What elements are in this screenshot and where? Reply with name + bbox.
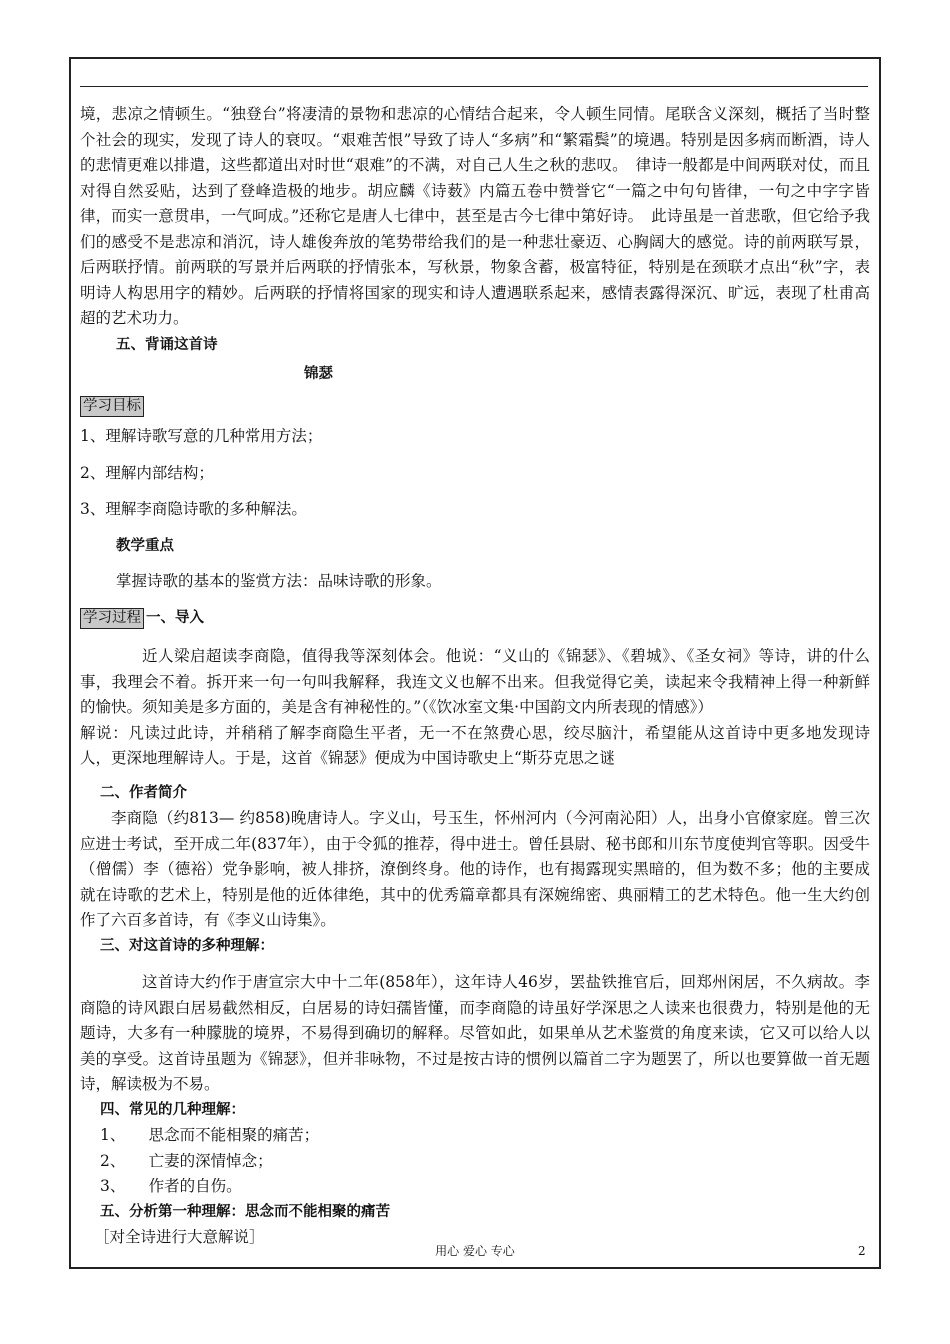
footer-motto: 用心 爱心 专心 [435,1244,515,1258]
study-goals-label: 学习目标 [80,396,144,417]
author-heading: 二、作者简介 [100,784,187,801]
common-item: 1、 思念而不能相聚的痛苦； [100,1126,320,1144]
section-recite-heading: 五、背诵这首诗 [116,336,218,353]
intro-quote: 近人梁启超读李商隐，值得我等深刻体会。他说：“义山的《锦瑟》、《碧城》、《圣女祠》等诗，讲的什么事，我理会不着。拆开来一句一句叫我解释，我连文义也解不出来。但我觉得它美，读起来令我精神上得一种新鲜的愉快。须知美是多方面的，美是含有神秘性的。”（《饮冰室文集·中国韵文内所表现的情感》） [80,647,870,716]
understand-heading: 三、对这首诗的多种理解： [100,937,274,954]
goal-item: 2、理解内部结构； [80,463,214,482]
process-row [80,605,870,632]
page-number: 2 [858,1244,866,1258]
header-rule [80,86,868,87]
poem-title: 锦瑟 [304,366,333,382]
analysis-heading: 五、分析第一种理解：思念而不能相聚的痛苦 [100,1203,390,1220]
key-point-text: 掌握诗歌的基本的鉴赏方法：品味诗歌的形象。 [116,572,442,590]
understand-text: 这首诗大约作于唐宣宗大中十二年(858年），这年诗人46岁，罢盐铁推官后，回郑州闲居，不久病故。李商隐的诗风跟白居易截然相反，白居易的诗妇孺皆懂，而李商隐的诗虽好学深思之人读来也很费力，特别是他的无题诗，大多有一种朦胧的境界，不易得到确切的解释。尽管如此，如果单从艺术鉴赏的角度来读，它又可以给人以美的享受。这首诗虽题为《锦瑟》，但并非咏物，不过是按古诗的惯例以篇首二字为题罢了，所以也要算做一首无题诗，解读极为不易。 [80,973,870,1093]
common-item: 3、 作者的自伤。 [100,1177,242,1195]
common-item: 2、 亡妻的深情悼念； [100,1151,273,1170]
intro-explain: 解说：凡读过此诗，并稍稍了解李商隐生平者，无一不在煞费心思，绞尽脑汁，希望能从这首诗中更多地发现诗人，更深地理解诗人。于是，这首《锦瑟》便成为中国诗歌史上“斯芬克思之谜 [80,723,870,767]
goal-item: 1、理解诗歌写意的几种常用方法； [80,427,323,445]
key-point-heading: 教学重点 [116,537,174,554]
author-text: 李商隐（约813— 约858)晚唐诗人。字义山，号玉生，怀州河内（今河南沁阳）人，出身小官僚家庭。曾三次应进士考试，至开成二年(837年），由于令狐的推荐，得中进士。曾任县尉、秘书郎和川东节度使判官等职。因受牛（僧儒）李（德裕）党争影响，被人排挤，潦倒终身。他的诗作，也有揭露现实黑暗的，但为数不多；他的主要成就在诗歌的艺术上，特别是他的近体律绝，其中的优秀篇章都具有深婉绵密、典丽精工的艺术特色。他一生大约创作了六百多首诗，有《李义山诗集》。 [80,809,870,929]
process-label: 学习过程 [80,608,144,629]
analysis-note: ［对全诗进行大意解说］ [94,1228,265,1246]
study-goals-row [80,393,870,419]
common-heading: 四、常见的几种理解： [100,1101,245,1118]
intro-heading: 一、导入 [146,609,204,626]
analysis-paragraph: 境，悲凉之情顿生。“独登台”将凄清的景物和悲凉的心情结合起来，令人顿生同情。尾联含义深刻，概括了当时整个社会的现实，发现了诗人的衰叹。“艰难苦恨”导致了诗人“多病”和“繁霜鬓”的境遇。特别是因多病而断酒，诗人的悲情更难以排遣，这些都道出对时世“艰难”的不满，对自己人生之秋的悲叹。 律诗一般都是中间两联对仗，而且对得自然妥贴，达到了登峰造极的地步。胡应麟《诗薮》内篇五卷中赞誉它“一篇之中句句皆律，一句之中字字皆律，而实一意贯串，一气呵成。”还称它是唐人七律中，甚至是古今七律中第好诗。 此诗虽是一首悲歌，但它给予我们的感受不是悲凉和消沉，诗人雄俊奔放的笔势带给我们的是一种悲壮豪迈、心胸阔大的感觉。诗的前两联写景，后两联抒情。前两联的写景并后两联的抒情张本，写秋景，物象含蓄，极富特征，特别是在颈联才点出“秋”字，表明诗人构思用字的精妙。后两联的抒情将国家的现实和诗人遭遇联系起来，感情表露得深沉、旷远，表现了杜甫高超的艺术功力。 [80,105,870,327]
document-body [80,102,870,1251]
goal-item: 3、理解李商隐诗歌的多种解法。 [80,500,307,518]
